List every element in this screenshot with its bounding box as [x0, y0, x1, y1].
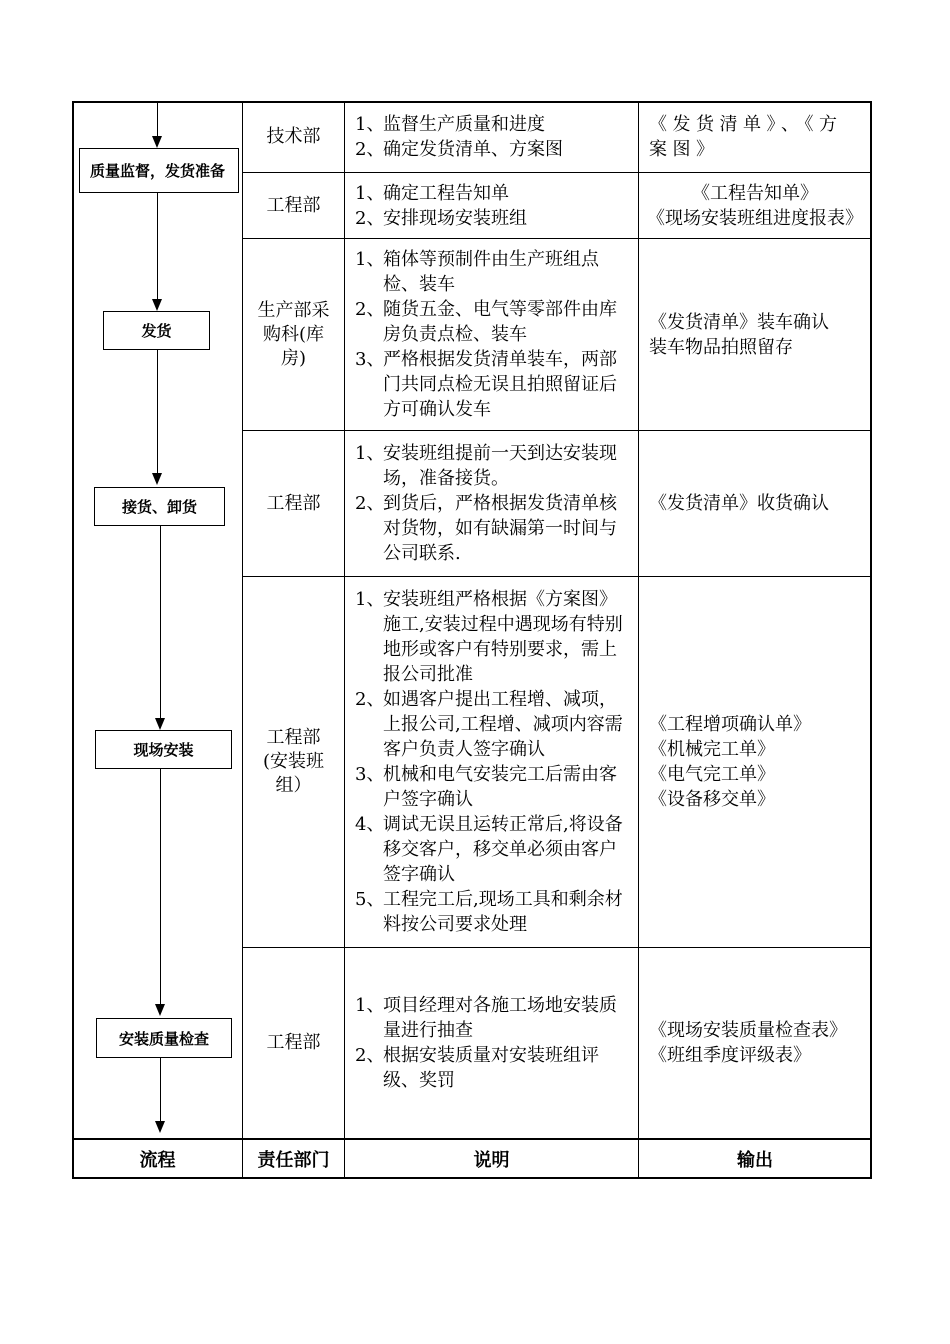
row5-department: [243, 577, 344, 947]
list-item: [355, 247, 632, 297]
item-text: 项目经理对各施工场地安装质量进行抽查: [383, 995, 617, 1041]
row2-description: [345, 173, 638, 238]
flow-step-ship: [103, 311, 210, 350]
header-description: [345, 1140, 638, 1178]
item-text: 调试无误且运转正常后,将设备移交客户，移交单必须由客户签字确认: [383, 814, 623, 885]
header-department-text: 责任部门: [257, 1150, 330, 1171]
row2-department-text: 工程部: [266, 194, 321, 216]
flow-step-quality-supervision: [79, 148, 239, 193]
row5-department-text: 工程部(安装班组）: [262, 727, 325, 796]
row1-department-text: 技术部: [266, 126, 321, 147]
item-number: 2、: [355, 139, 385, 160]
list-item: [355, 887, 632, 937]
row3-items: [355, 247, 632, 422]
item-number: 1、: [355, 249, 385, 270]
row4-department-text: 工程部: [266, 492, 321, 514]
row6-description: [345, 948, 638, 1138]
row1-items: [355, 112, 563, 162]
arrow-down-icon: [155, 1121, 165, 1133]
row2-output-line1: 《工程告知单》: [692, 182, 818, 204]
row1-department: [243, 102, 344, 172]
row3-department: [243, 239, 344, 430]
row2-department: [243, 173, 344, 238]
list-item: [355, 687, 632, 762]
list-item: [355, 1043, 632, 1093]
flow-arrow-1: [157, 103, 158, 139]
arrow-down-icon: [155, 1004, 165, 1016]
row6-output: [639, 948, 871, 1138]
item-text: 安排现场安装班组: [383, 207, 527, 229]
item-number: 1、: [355, 995, 385, 1016]
arrow-down-icon: [152, 473, 162, 485]
item-text: 如遇客户提出工程增、减项，上报公司,工程增、减项内容需客户负责人签字确认: [383, 689, 623, 760]
item-text: 工程完工后,现场工具和剩余材料按公司要求处理: [383, 889, 623, 935]
flow-step-5-label: 安装质量检查: [118, 1029, 209, 1048]
item-text: 确定工程告知单: [383, 182, 509, 204]
row4-items: [355, 441, 632, 566]
item-text: 根据安装质量对安装班组评级、奖罚: [383, 1045, 599, 1091]
list-item: [355, 587, 632, 687]
row4-department: [243, 431, 344, 576]
list-item: [355, 993, 632, 1043]
row2-output: [639, 173, 871, 238]
row1-output-text: 《发货清单》、《方案图》: [649, 114, 843, 160]
row6-output-line2: 《班组季度评级表》: [649, 1045, 811, 1066]
row3-output-line2: 装车物品拍照留存: [649, 336, 793, 358]
item-text: 安装班组严格根据《方案图》施工,安装过程中遇现场有特别地形或客户有特别要求，需上报公司批准: [383, 589, 623, 685]
list-item: [355, 441, 632, 491]
item-number: 3、: [355, 349, 385, 370]
list-item: [355, 491, 632, 566]
item-number: 1、: [355, 182, 385, 204]
arrow-down-icon: [152, 299, 162, 311]
row2-output-line2: 《现场安装班组进度报表》: [647, 207, 863, 229]
list-item: [355, 181, 527, 206]
list-item: [355, 347, 632, 422]
list-item: [355, 812, 632, 887]
header-output-text: 输出: [737, 1150, 773, 1171]
item-text: 监督生产质量和进度: [383, 114, 545, 135]
row5-output-line3: 《电气完工单》: [649, 764, 775, 785]
arrow-down-icon: [155, 718, 165, 730]
row5-items: [355, 587, 632, 937]
row3-output: [639, 239, 871, 430]
flow-step-1-label: 质量监督，发货准备: [90, 161, 226, 180]
item-text: 机械和电气安装完工后需由客户签字确认: [383, 764, 617, 810]
flow-step-2-label: 发货: [141, 322, 172, 340]
row6-items: [355, 993, 632, 1093]
list-item: [355, 112, 563, 137]
flow-step-quality-check: [96, 1018, 232, 1058]
item-text: 严格根据发货清单装车，两部门共同点检无误且拍照留证后方可确认发车: [383, 349, 617, 420]
row3-output-line1: 《发货清单》装车确认: [649, 311, 829, 333]
flow-arrow-3: [157, 350, 158, 475]
row1-description: [345, 102, 638, 172]
header-department: [243, 1140, 344, 1178]
item-number: 2、: [355, 207, 385, 229]
item-text: 箱体等预制件由生产班组点检、装车: [383, 249, 599, 295]
row5-output: [639, 577, 871, 947]
row5-output-line4: 《设备移交单》: [649, 789, 775, 810]
flow-arrow-4: [160, 526, 161, 720]
item-number: 2、: [355, 493, 385, 514]
header-process: [73, 1140, 242, 1178]
item-text: 安装班组提前一天到达安装现场，准备接货。: [383, 443, 617, 489]
row2-items: [355, 181, 527, 231]
row6-department: [243, 948, 344, 1138]
item-number: 1、: [355, 443, 385, 464]
row5-output-line2: 《机械完工单》: [649, 739, 775, 760]
row6-department-text: 工程部: [266, 1032, 321, 1053]
row1-output: [639, 102, 871, 172]
row5-output-line1: 《工程增项确认单》: [649, 714, 811, 735]
item-number: 1、: [355, 589, 385, 610]
list-item: [355, 297, 632, 347]
header-description-text: 说明: [473, 1150, 510, 1171]
item-number: 3、: [355, 764, 385, 785]
list-item: [355, 137, 563, 162]
flow-arrow-2: [157, 193, 158, 300]
flow-step-receive-unload: [94, 487, 225, 526]
list-item: [355, 206, 527, 231]
item-text: 确定发货清单、方案图: [383, 139, 563, 160]
item-text: 随货五金、电气等零部件由库房负责点检、装车: [383, 299, 617, 345]
header-process-text: 流程: [139, 1150, 176, 1171]
item-number: 2、: [355, 1045, 385, 1066]
row5-description: [345, 577, 638, 947]
arrow-down-icon: [152, 136, 162, 148]
item-number: 5、: [355, 889, 385, 910]
item-number: 4、: [355, 814, 385, 835]
list-item: [355, 762, 632, 812]
item-text: 到货后，严格根据发货清单核对货物，如有缺漏第一时间与公司联系.: [383, 493, 617, 564]
flow-arrow-5: [160, 769, 161, 1005]
row4-output-line1: 《发货清单》收货确认: [649, 493, 829, 514]
flow-step-3-label: 接货、卸货: [121, 498, 197, 516]
item-number: 2、: [355, 299, 385, 320]
item-number: 2、: [355, 689, 385, 710]
header-output: [639, 1140, 871, 1178]
row3-department-text: 生产部采购科(库房): [257, 299, 330, 369]
item-number: 1、: [355, 114, 385, 135]
flow-step-onsite-install: [95, 730, 232, 769]
row6-output-line1: 《现场安装质量检查表》: [649, 1020, 847, 1041]
flow-arrow-6: [160, 1058, 161, 1122]
row3-description: [345, 239, 638, 430]
flow-step-4-label: 现场安装: [133, 741, 194, 759]
row4-description: [345, 431, 638, 576]
row4-output: [639, 431, 871, 576]
